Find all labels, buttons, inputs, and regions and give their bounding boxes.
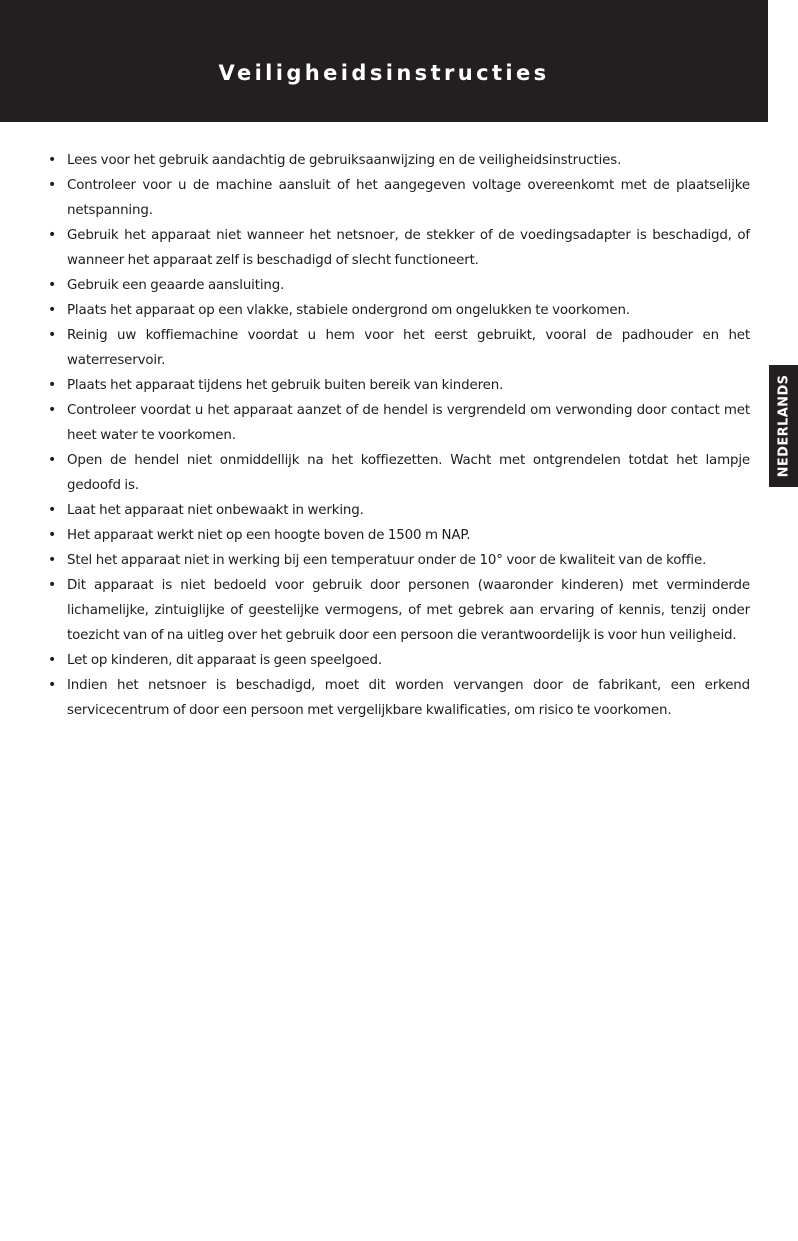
page-title: Veiligheidsinstructies [218, 61, 550, 85]
list-item [48, 298, 750, 323]
list-item-text: Dit apparaat is niet bedoeld voor gebruik door personen (waaronder kinderen) met verminderde lichamelijke, zintuiglijke of geestelijke vermogens, of met gebrek aan ervaring of kennis, tenzij onder toezicht van of na uitleg over het gebruik door een persoon die verantwoordelijk is voor hun veiligheid. [67, 578, 750, 643]
list-item-text: Plaats het apparaat tijdens het gebruik buiten bereik van kinderen. [67, 378, 504, 393]
bullet-icon: • [48, 152, 57, 168]
list-item-text: Het apparaat werkt niet op een hoogte boven de 1500 m NAP. [67, 528, 471, 543]
bullet-icon: • [48, 677, 57, 693]
header-banner [0, 0, 768, 122]
bullet-icon: • [48, 302, 57, 318]
list-item-text: Lees voor het gebruik aandachtig de gebruiksaanwijzing en de veiligheidsinstructies. [67, 153, 622, 168]
list-item [48, 648, 750, 673]
list-item [48, 523, 750, 548]
list-item-text: Indien het netsnoer is beschadigd, moet dit worden vervangen door de fabrikant, een erkend servicecentrum of door een persoon met vergelijkbare kwalificaties, om risico te voorkomen. [67, 678, 750, 718]
bullet-icon: • [48, 177, 57, 193]
instructions-section [48, 148, 750, 723]
bullet-icon: • [48, 577, 57, 593]
list-item-text: Gebruik een geaarde aansluiting. [67, 278, 285, 293]
list-item [48, 323, 750, 373]
list-item [48, 573, 750, 648]
list-item [48, 223, 750, 273]
bullet-icon: • [48, 652, 57, 668]
bullet-icon: • [48, 277, 57, 293]
bullet-icon: • [48, 327, 57, 343]
bullet-icon: • [48, 527, 57, 543]
language-tab [769, 365, 798, 487]
list-item-text: Open de hendel niet onmiddellijk na het koffiezetten. Wacht met ontgrendelen totdat het lampje gedoofd is. [67, 453, 750, 493]
list-item-text: Plaats het apparaat op een vlakke, stabiele ondergrond om ongelukken te voorkomen. [67, 303, 630, 318]
list-item-text: Controleer voor u de machine aansluit of het aangegeven voltage overeenkomt met de plaatselijke netspanning. [67, 178, 750, 218]
list-item [48, 498, 750, 523]
language-tab-label: NEDERLANDS [776, 374, 791, 478]
list-item-text: Laat het apparaat niet onbewaakt in werking. [67, 503, 364, 518]
list-item [48, 548, 750, 573]
list-item-text: Stel het apparaat niet in werking bij een temperatuur onder de 10° voor de kwaliteit van de koffie. [67, 553, 707, 568]
bullet-icon: • [48, 552, 57, 568]
list-item-text: Controleer voordat u het apparaat aanzet of de hendel is vergrendeld om verwonding door contact met heet water te voorkomen. [67, 403, 750, 443]
list-item [48, 273, 750, 298]
list-item-text: Reinig uw koffiemachine voordat u hem voor het eerst gebruikt, vooral de padhouder en het waterreservoir. [67, 328, 750, 368]
instructions-list [48, 148, 750, 723]
bullet-icon: • [48, 402, 57, 418]
list-item-text: Let op kinderen, dit apparaat is geen speelgoed. [67, 653, 382, 668]
list-item [48, 673, 750, 723]
list-item [48, 398, 750, 448]
bullet-icon: • [48, 227, 57, 243]
list-item [48, 448, 750, 498]
list-item [48, 173, 750, 223]
list-item [48, 148, 750, 173]
list-item [48, 373, 750, 398]
bullet-icon: • [48, 502, 57, 518]
bullet-icon: • [48, 452, 57, 468]
bullet-icon: • [48, 377, 57, 393]
list-item-text: Gebruik het apparaat niet wanneer het netsnoer, de stekker of de voedingsadapter is beschadigd, of wanneer het apparaat zelf is beschadigd of slecht functioneert. [67, 228, 750, 268]
